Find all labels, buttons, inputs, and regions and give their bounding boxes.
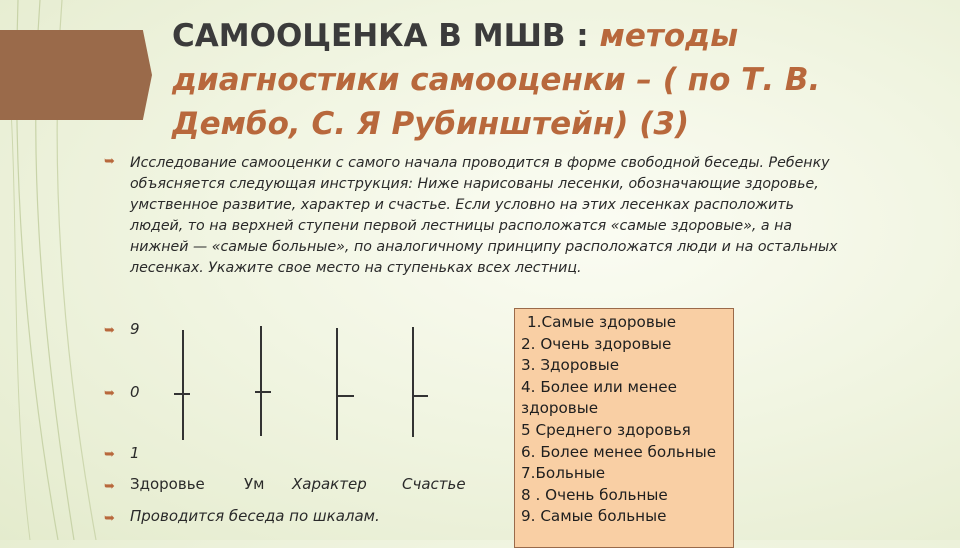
scale-mark-top: 9 — [130, 320, 140, 338]
legend-item: 4. Более или менее здоровые — [521, 377, 677, 418]
bullet-arrow-icon: ➥ — [104, 323, 115, 338]
scale-tick-mind — [255, 391, 271, 393]
scale-mark-bottom: 1 — [130, 444, 140, 462]
scale-line-happiness — [412, 327, 414, 437]
bullet-arrow-icon: ➥ — [104, 479, 115, 494]
bullet-arrow-icon: ➥ — [104, 386, 115, 401]
scale-column-happiness: Счастье — [402, 475, 466, 493]
health-scale-legend — [514, 308, 734, 548]
scale-line-character — [336, 328, 338, 440]
legend-item: 6. Более менее больные — [521, 442, 717, 461]
legend-item: 7.Больные — [521, 464, 606, 483]
scale-column-character: Характер — [292, 475, 367, 493]
slide-title — [172, 14, 932, 146]
title-part-1: САМООЦЕНКА В МШВ : — [172, 18, 600, 54]
title-part-2: методы диагностики самооценки – ( по Т. В. Дембо, С. Я Рубинштейн) (3) — [172, 18, 821, 142]
legend-item: 1.Самые здоровые — [527, 313, 677, 331]
scale-tick-health — [174, 393, 190, 395]
scale-column-health: Здоровье — [130, 475, 205, 493]
scale-line-health — [182, 330, 184, 440]
legend-item: 5 Среднего здоровья — [521, 420, 691, 439]
scale-column-mind: Ум — [244, 475, 265, 493]
footer-note: Проводится беседа по шкалам. — [130, 507, 380, 525]
legend-item: 3. Здоровые — [521, 356, 620, 375]
scale-tick-happiness — [412, 395, 428, 397]
scale-mark-middle: 0 — [130, 383, 140, 401]
main-paragraph: Исследование самооценки с самого начала проводится в форме свободной беседы. Ребенку объясняется следующая инструкция: Ниже нарисованы лесенки, обозначающие здоровье, умственное развитие, характер и счастье. Если условно на этих лесенках расположить людей, то на верхней ступени первой лестницы расположатся «самые здоровые», а на нижней — «самые больные», по аналогичному принципу расположатся люди и на остальных лесенках. Укажите свое место на ступеньках всех лестниц. — [130, 155, 838, 276]
legend-item: 2. Очень здоровые — [521, 334, 672, 353]
legend-item: 9. Самые больные — [521, 507, 667, 526]
legend-item: 8 . Очень больные — [521, 485, 668, 504]
bullet-arrow-icon: ➥ — [104, 154, 115, 169]
scale-tick-character — [336, 395, 354, 397]
bullet-arrow-icon: ➥ — [104, 447, 115, 462]
scale-line-mind — [260, 326, 262, 436]
title-accent-bar — [0, 30, 152, 120]
bullet-arrow-icon: ➥ — [104, 511, 115, 526]
